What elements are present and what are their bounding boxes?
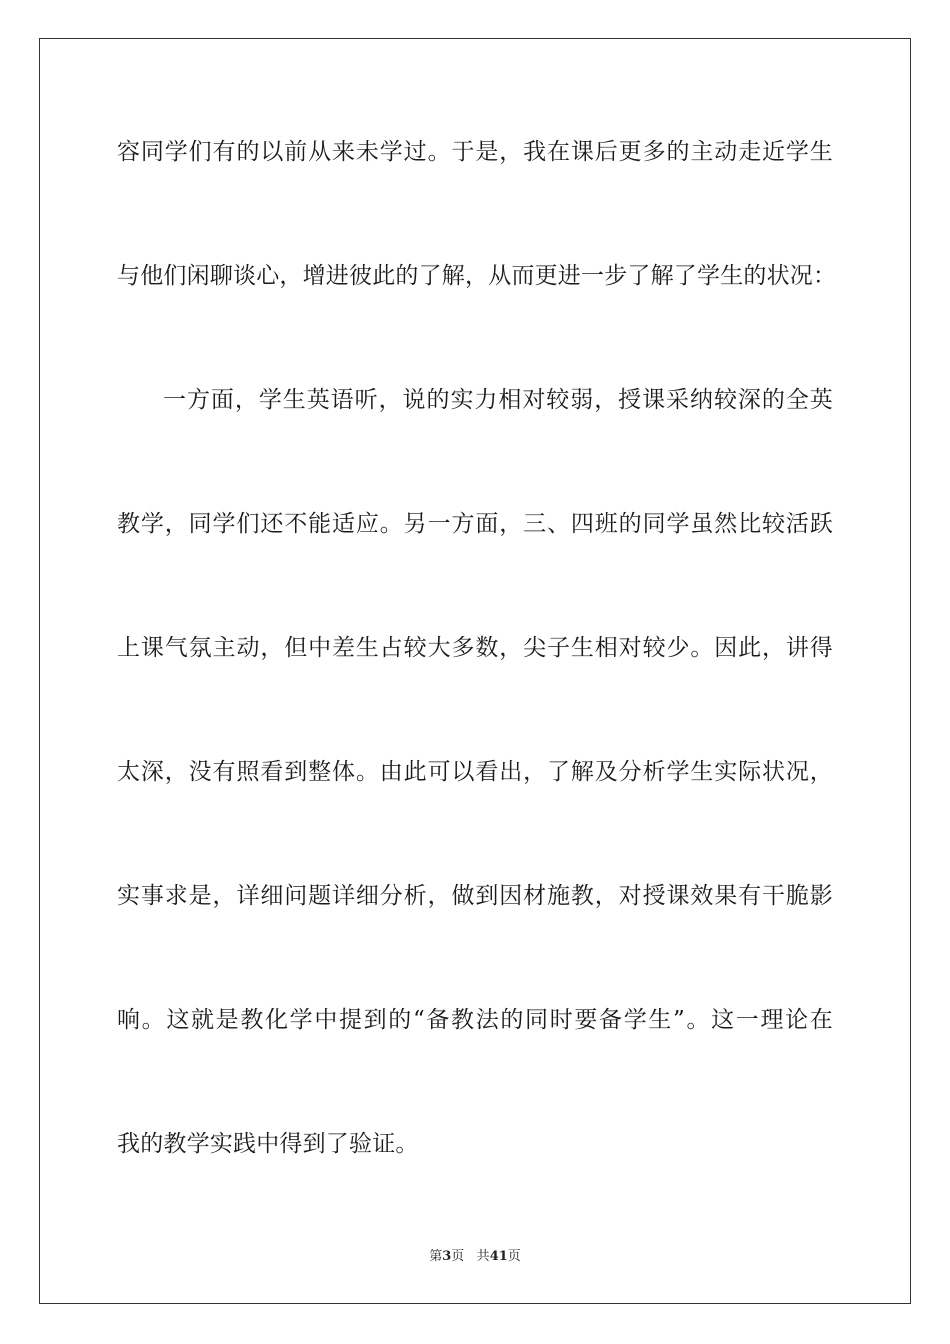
paragraph-line-2: 与他们闲聊谈心，增进彼此的了解，从而更进一步了解了学生的状况： (117, 263, 837, 289)
page-frame (39, 38, 911, 1304)
total-prefix: 共 (476, 1249, 490, 1264)
total-suffix: 页 (507, 1249, 521, 1264)
page-suffix: 页 (451, 1249, 465, 1264)
paragraph-line-6: 太深，没有照看到整体。由此可以看出，了解及分析学生实际状况， (117, 759, 833, 785)
page-number: 3 (442, 1249, 452, 1264)
paragraph-line-1: 容同学们有的以前从来未学过。于是，我在课后更多的主动走近学生 (117, 139, 833, 165)
page-prefix: 第 (429, 1249, 443, 1264)
paragraph-line-7: 实事求是，详细问题详细分析，做到因材施教，对授课效果有干脆影 (117, 883, 833, 909)
paragraph-line-9: 我的教学实践中得到了验证。 (117, 1131, 419, 1157)
paragraph-line-5: 上课气氛主动，但中差生占较大多数，尖子生相对较少。因此，讲得 (117, 635, 833, 661)
paragraph-line-3: 一方面，学生英语听，说的实力相对较弱，授课采纳较深的全英 (163, 387, 833, 413)
paragraph-line-8: 响。这就是教化学中提到的“备教法的同时要备学生”。这一理论在 (117, 1007, 833, 1033)
page-footer (0, 1248, 950, 1266)
paragraph-line-4: 教学，同学们还不能适应。另一方面，三、四班的同学虽然比较活跃 (117, 511, 833, 537)
total-pages: 41 (489, 1249, 508, 1264)
